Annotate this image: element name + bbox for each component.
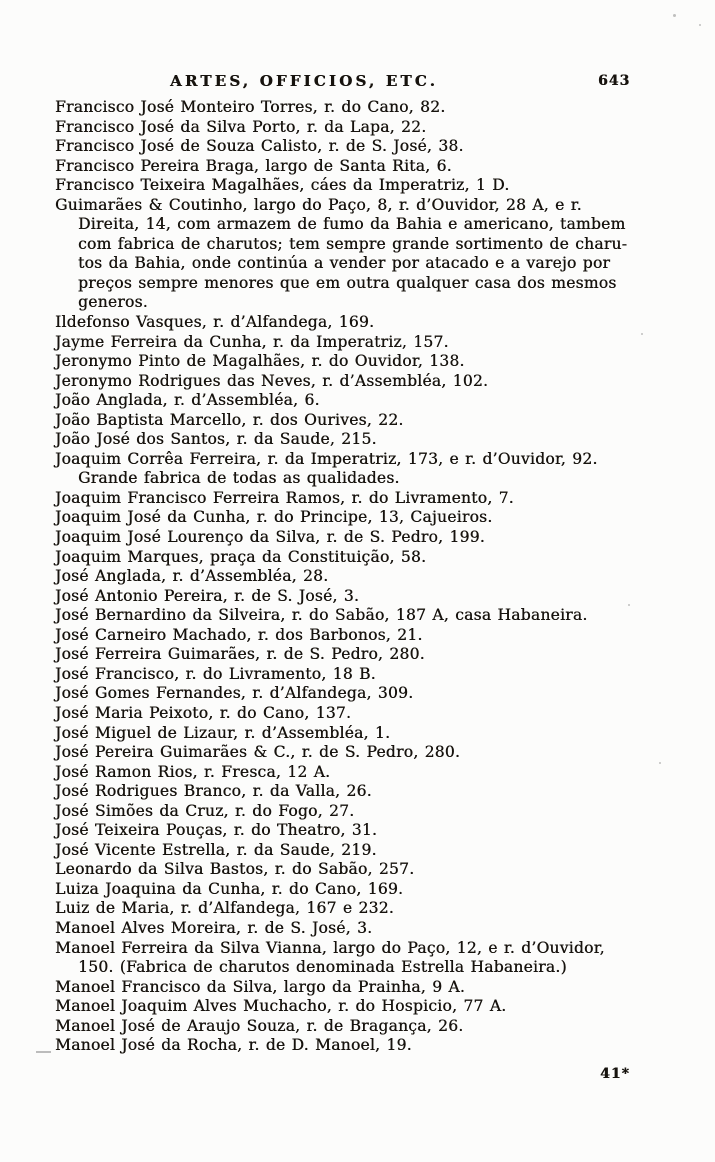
directory-entries [55, 98, 675, 1056]
entry-line: José Simões da Cruz, r. do Fogo, 27. [55, 801, 355, 820]
scan-artifact-dash [36, 1051, 51, 1053]
entry-line: José Miguel de Lizaur, r. d’Assembléa, 1. [55, 723, 391, 742]
directory-entry [55, 352, 675, 372]
directory-entry [55, 450, 675, 489]
directory-entry [55, 567, 675, 587]
entry-line: Leonardo da Silva Bastos, r. do Sabão, 257. [55, 860, 415, 879]
directory-entry [55, 587, 675, 607]
entry-line: Manoel Francisco da Silva, largo da Prainha, 9 A. [55, 977, 466, 996]
entry-line: Luiz de Maria, r. d’Alfandega, 167 e 232. [55, 899, 394, 918]
directory-entry [55, 997, 675, 1017]
directory-entry [55, 157, 675, 177]
entry-line: José Ferreira Guimarães, r. de S. Pedro, 280. [55, 645, 425, 664]
entry-line: Francisco Teixeira Magalhães, cáes da Imperatriz, 1 D. [55, 176, 510, 195]
directory-entry [55, 684, 675, 704]
entry-line: Francisco José da Silva Porto, r. da Lapa, 22. [55, 117, 427, 136]
directory-entry [55, 313, 675, 333]
entry-line: Francisco José Monteiro Torres, r. do Cano, 82. [55, 98, 446, 116]
entry-line: José Bernardino da Silveira, r. do Sabão, 187 A, casa Habaneira. [55, 606, 588, 625]
entry-line: Guimarães & Coutinho, largo do Paço, 8, r. d’Ouvidor, 28 A, e r. [55, 195, 582, 214]
entry-line: Grande fabrica de todas as qualidades. [78, 469, 400, 488]
entry-line: Joaquim Corrêa Ferreira, r. da Imperatriz, 173, e r. d’Ouvidor, 92. [55, 449, 598, 468]
directory-entry [55, 763, 675, 783]
entry-line: João Baptista Marcello, r. dos Ourives, 22. [55, 410, 404, 429]
entry-line: José Carneiro Machado, r. dos Barbonos, 21. [55, 625, 423, 644]
scan-speck [699, 24, 701, 26]
entry-line: João José dos Santos, r. da Saude, 215. [55, 430, 377, 449]
entry-line: José Francisco, r. do Livramento, 18 B. [55, 664, 376, 683]
directory-entry [55, 528, 675, 548]
entry-line: Joaquim José Lourenço da Silva, r. de S. Pedro, 199. [55, 528, 485, 547]
directory-entry [55, 1036, 675, 1056]
entry-line: Ildefonso Vasques, r. d’Alfandega, 169. [55, 313, 375, 332]
directory-entry [55, 606, 675, 626]
entry-line: Luiza Joaquina da Cunha, r. do Cano, 169. [55, 879, 404, 898]
entry-line: Direita, 14, com armazem de fumo da Bahia e americano, tambem [78, 215, 626, 234]
signature-mark: 41* [600, 1066, 630, 1082]
page-number: 643 [598, 73, 631, 89]
entry-line: João Anglada, r. d’Assembléa, 6. [55, 391, 320, 410]
directory-entry [55, 626, 675, 646]
entry-line: Joaquim José da Cunha, r. do Principe, 13, Cajueiros. [55, 508, 493, 527]
directory-entry [55, 665, 675, 685]
running-header [0, 72, 715, 96]
entry-line: Manoel Ferreira da Silva Vianna, largo do Paço, 12, e r. d’Ouvidor, [55, 938, 605, 957]
scan-speck [673, 14, 676, 17]
entry-line: Jeronymo Pinto de Magalhães, r. do Ouvidor, 138. [55, 352, 465, 371]
entry-line: 150. (Fabrica de charutos denominada Estrella Habaneira.) [78, 958, 567, 977]
directory-entry [55, 939, 675, 978]
entry-line: José Maria Peixoto, r. do Cano, 137. [55, 703, 352, 722]
directory-entry [55, 645, 675, 665]
entry-line: com fabrica de charutos; tem sempre grande sortimento de charu- [78, 234, 628, 253]
entry-line: José Gomes Fernandes, r. d’Alfandega, 309. [55, 684, 414, 703]
entry-line: Manoel José da Rocha, r. de D. Manoel, 19. [55, 1036, 412, 1055]
scan-speck [659, 762, 661, 764]
directory-entry [55, 899, 675, 919]
entry-line: José Vicente Estrella, r. da Saude, 219. [55, 840, 377, 859]
directory-entry [55, 1017, 675, 1037]
directory-entry [55, 802, 675, 822]
entry-line: Jayme Ferreira da Cunha, r. da Imperatriz, 157. [55, 332, 449, 351]
directory-entry [55, 919, 675, 939]
entry-line: José Rodrigues Branco, r. da Valla, 26. [55, 782, 372, 801]
directory-entry [55, 724, 675, 744]
entry-line: Francisco Pereira Braga, largo de Santa Rita, 6. [55, 156, 452, 175]
directory-entry [55, 489, 675, 509]
scan-speck [641, 333, 643, 335]
entry-line: Manoel José de Araujo Souza, r. de Bragança, 26. [55, 1016, 464, 1035]
directory-entry [55, 137, 675, 157]
directory-entry [55, 704, 675, 724]
directory-entry [55, 176, 675, 196]
directory-entry [55, 508, 675, 528]
entry-line: José Pereira Guimarães & C., r. de S. Pedro, 280. [55, 743, 461, 762]
scan-speck [628, 604, 630, 606]
entry-line: Manoel Alves Moreira, r. de S. José, 3. [55, 918, 373, 937]
entry-line: Francisco José de Souza Calisto, r. de S. José, 38. [55, 137, 464, 156]
entry-line: preços sempre menores que em outra qualquer casa dos mesmos [78, 273, 617, 292]
entry-line: José Anglada, r. d’Assembléa, 28. [55, 567, 329, 586]
directory-entry [55, 821, 675, 841]
directory-entry [55, 430, 675, 450]
directory-entry [55, 548, 675, 568]
directory-entry [55, 841, 675, 861]
directory-entry [55, 978, 675, 998]
entry-line: Joaquim Marques, praça da Constituição, 58. [55, 547, 427, 566]
entry-line: generos. [78, 293, 148, 312]
directory-entry [55, 860, 675, 880]
directory-entry [55, 372, 675, 392]
entry-line: Manoel Joaquim Alves Muchacho, r. do Hospicio, 77 A. [55, 997, 507, 1016]
directory-entry [55, 782, 675, 802]
entry-line: José Ramon Rios, r. Fresca, 12 A. [55, 762, 331, 781]
entry-line: Joaquim Francisco Ferreira Ramos, r. do Livramento, 7. [55, 488, 514, 507]
directory-entry [55, 196, 675, 313]
directory-entry [55, 880, 675, 900]
directory-entry [55, 98, 675, 118]
directory-entry [55, 118, 675, 138]
directory-entry [55, 391, 675, 411]
page-title: ARTES, OFFICIOS, ETC. [170, 72, 439, 90]
directory-entry [55, 743, 675, 763]
entry-line: tos da Bahia, onde continúa a vender por atacado e a varejo por [78, 254, 611, 273]
entry-line: José Antonio Pereira, r. de S. José, 3. [55, 586, 360, 605]
directory-entry [55, 411, 675, 431]
entry-line: Jeronymo Rodrigues das Neves, r. d’Assembléa, 102. [55, 371, 489, 390]
directory-entry [55, 333, 675, 353]
entry-line: José Teixeira Pouças, r. do Theatro, 31. [55, 821, 378, 840]
